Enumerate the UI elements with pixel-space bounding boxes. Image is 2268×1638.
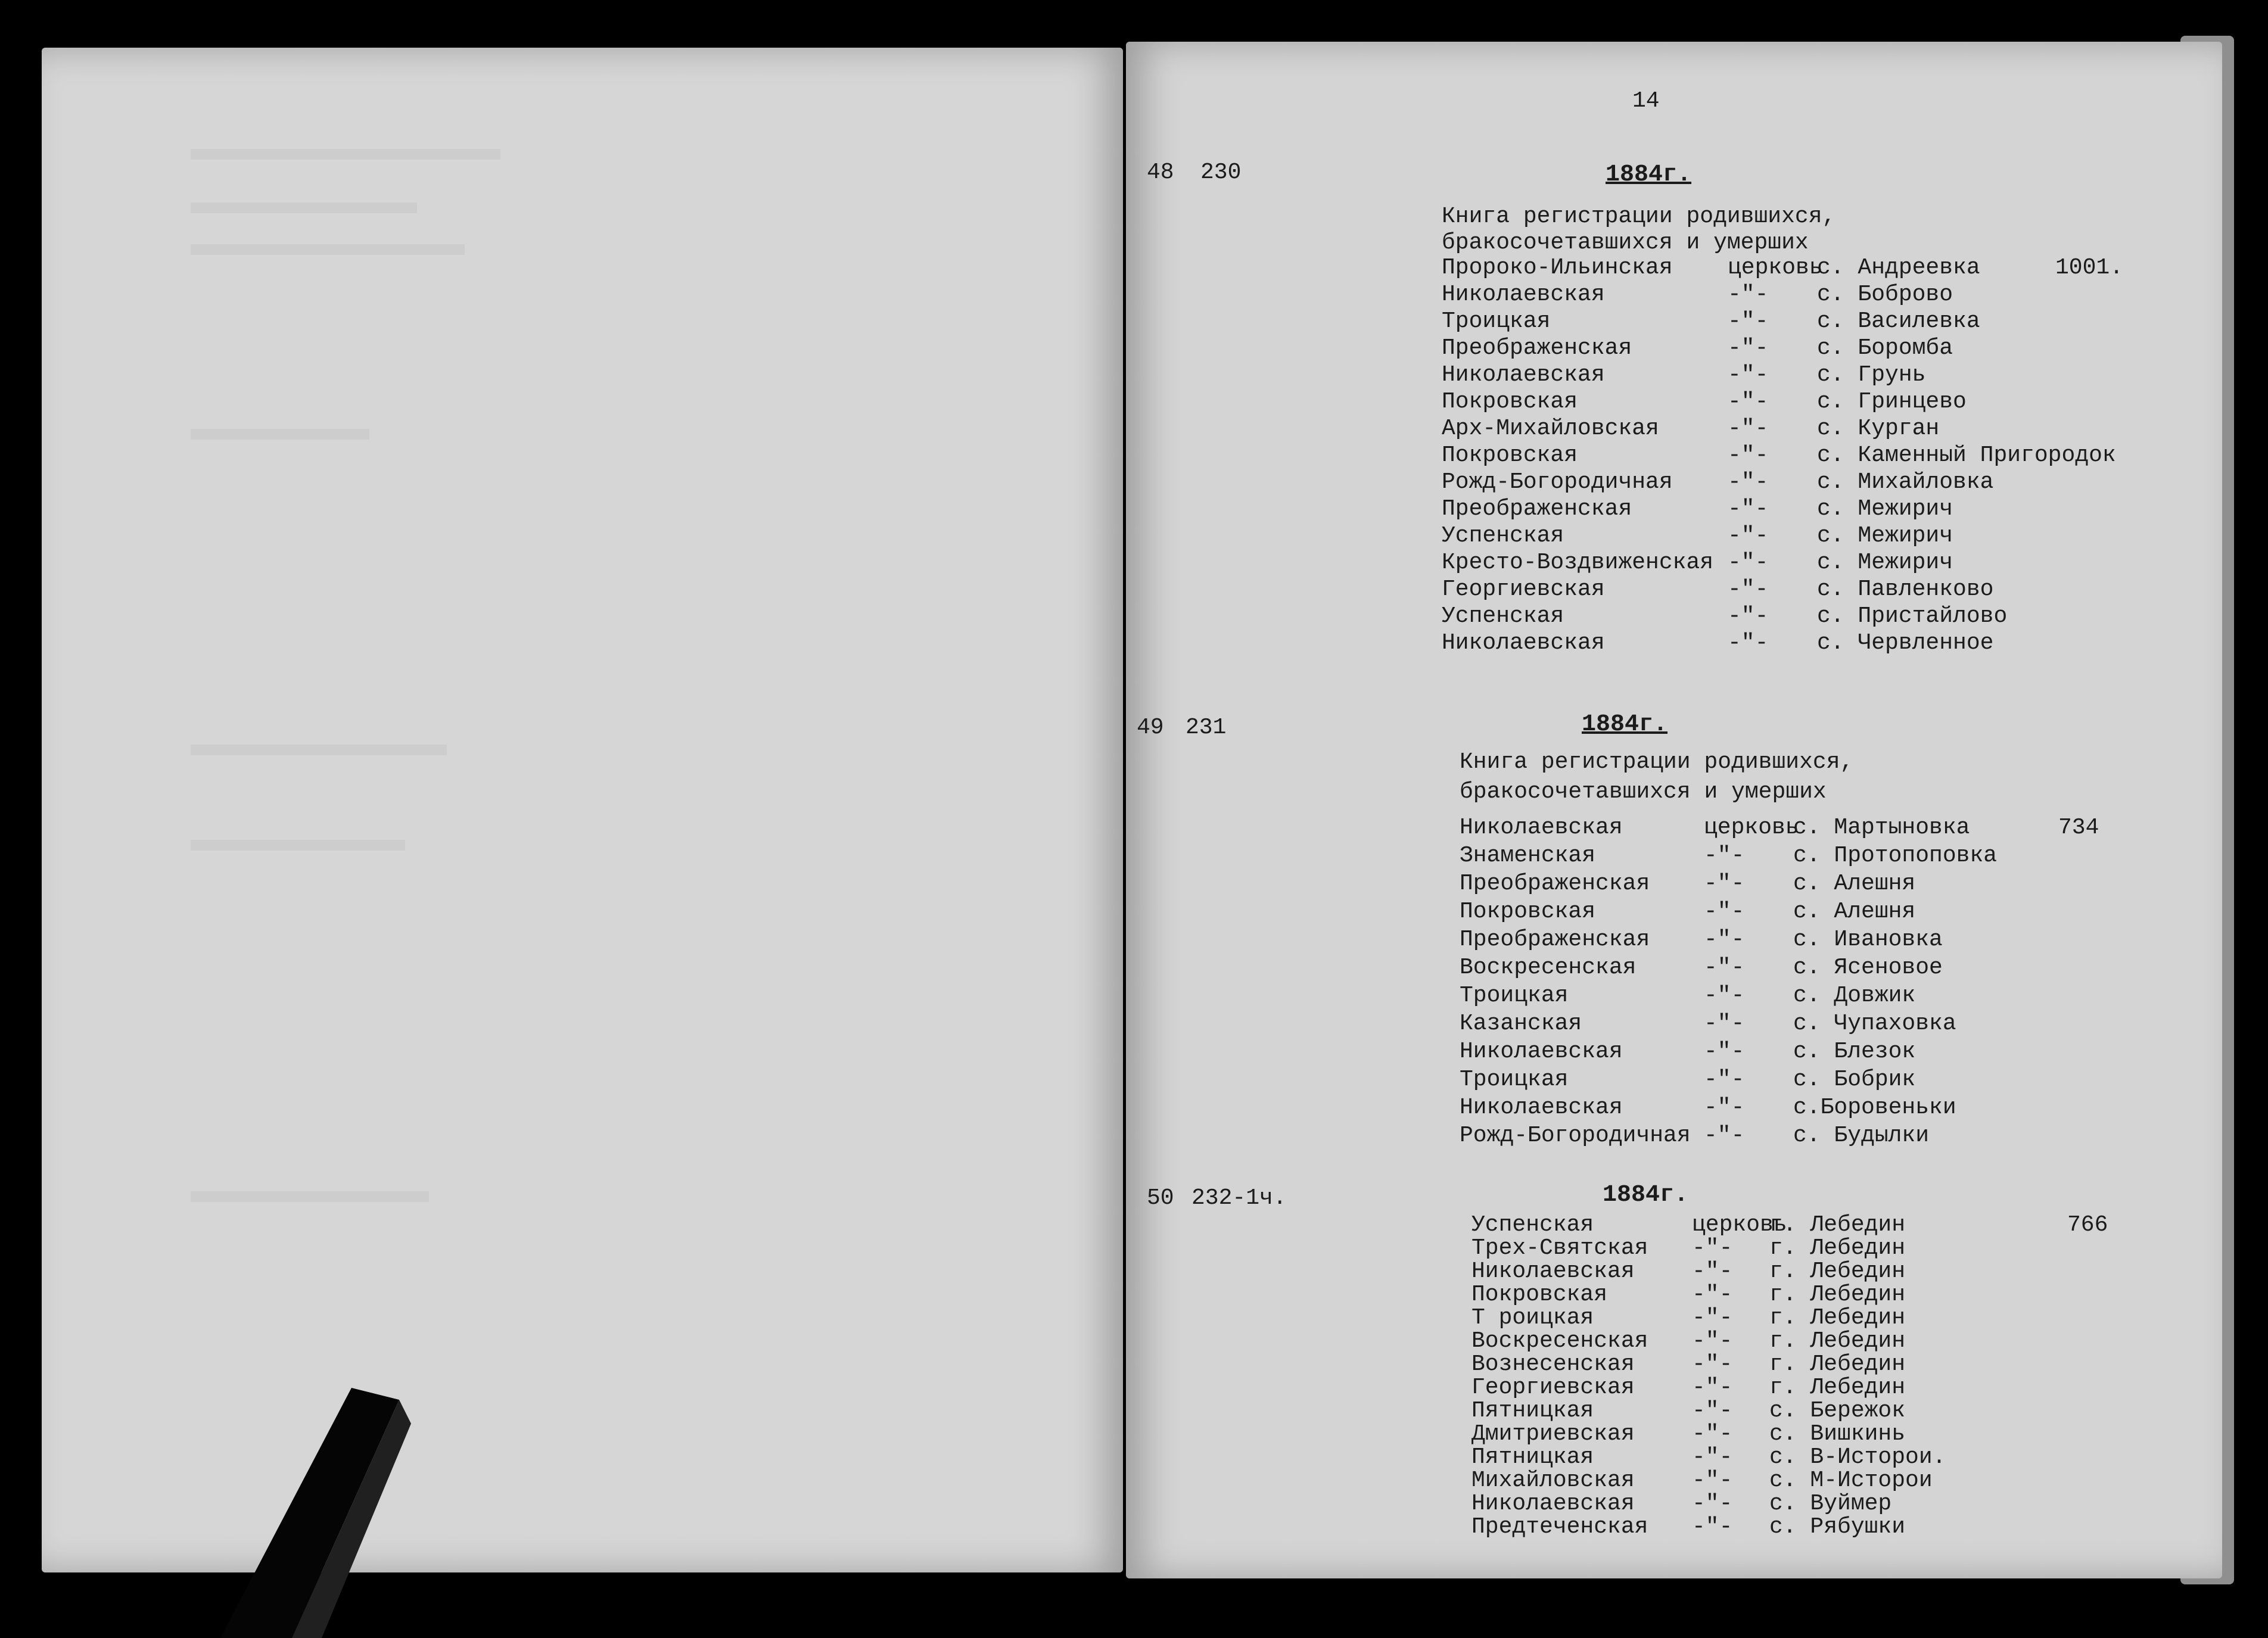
place-name: г. Лебедин (1769, 1375, 1906, 1400)
church-type: -"- (1704, 1039, 1745, 1064)
church-type: -"- (1704, 955, 1745, 980)
church-type: -"- (1728, 550, 1769, 575)
church-type: -"- (1704, 843, 1745, 868)
bleed-through-text (191, 429, 369, 440)
church-name: Преображенская (1460, 927, 1650, 952)
church-type: -"- (1728, 416, 1769, 441)
church-name: Вознесенская (1471, 1351, 1635, 1377)
church-name: Знаменская (1460, 843, 1596, 868)
church-name: Рожд-Богородичная (1460, 1123, 1691, 1148)
place-name: г. Лебедин (1769, 1305, 1906, 1331)
place-name: с. Вишкинь (1769, 1421, 1906, 1447)
church-name: Троицкая (1442, 309, 1551, 334)
church-type: -"- (1728, 309, 1769, 334)
church-name: Николаевская (1471, 1259, 1635, 1284)
church-name: Воскресенская (1471, 1328, 1648, 1354)
left-page (42, 48, 1123, 1572)
church-type: -"- (1704, 1067, 1745, 1092)
church-type: -"- (1728, 282, 1769, 307)
church-type: -"- (1704, 927, 1745, 952)
church-name: Николаевская (1442, 630, 1605, 656)
church-type: -"- (1704, 983, 1745, 1008)
church-name: Рожд-Богородичная (1442, 469, 1673, 495)
church-name: Успенская (1442, 523, 1564, 549)
church-type: -"- (1728, 335, 1769, 361)
place-name: с. Червленное (1817, 630, 1994, 656)
place-name: с. Грунь (1817, 362, 1926, 388)
church-name: Николаевская (1442, 282, 1605, 307)
church-type: церковь (1704, 815, 1799, 840)
archive-marker-left: 49 (1137, 715, 1164, 740)
church-type: -"- (1728, 469, 1769, 495)
church-type: -"- (1728, 603, 1769, 629)
place-name: с. Курган (1817, 416, 1940, 441)
bleed-through-text (191, 244, 465, 255)
church-name: Преображенская (1442, 335, 1632, 361)
church-type: -"- (1692, 1468, 1733, 1493)
church-type: -"- (1692, 1375, 1733, 1400)
church-name: Дмитриевская (1471, 1421, 1635, 1447)
church-type: -"- (1704, 1095, 1745, 1120)
church-type: -"- (1704, 899, 1745, 924)
church-name: Казанская (1460, 1011, 1582, 1036)
place-name: с.Боровеньки (1793, 1095, 1956, 1120)
church-type: церковь (1728, 255, 1823, 281)
church-name: Пятницкая (1471, 1398, 1594, 1424)
church-type: -"- (1704, 1011, 1745, 1036)
place-name: г. Лебедин (1769, 1282, 1906, 1307)
church-name: Покровская (1471, 1282, 1608, 1307)
place-name: с. Вуймер (1769, 1491, 1892, 1516)
church-type: -"- (1728, 523, 1769, 549)
church-name: Успенская (1471, 1212, 1594, 1238)
church-type: -"- (1704, 871, 1745, 896)
church-name: Кресто-Воздвиженская (1442, 550, 1714, 575)
church-type: -"- (1692, 1421, 1733, 1447)
place-name: с. М-Исторои (1769, 1468, 1933, 1493)
place-name: с. Рябушки (1769, 1514, 1906, 1540)
church-type: -"- (1692, 1514, 1733, 1540)
archive-marker-right: 231 (1186, 715, 1227, 740)
church-type: -"- (1692, 1282, 1733, 1307)
church-type: -"- (1692, 1398, 1733, 1424)
church-name: Преображенская (1442, 496, 1632, 522)
place-name: с. Боромба (1817, 335, 1953, 361)
church-type: -"- (1692, 1328, 1733, 1354)
section-year: 1884г. (1606, 161, 1692, 188)
church-name: Покровская (1442, 443, 1578, 468)
church-name: Георгиевская (1471, 1375, 1635, 1400)
church-name: Т роицкая (1471, 1305, 1594, 1331)
church-name: Николаевская (1471, 1491, 1635, 1516)
church-type: -"- (1692, 1444, 1733, 1470)
bleed-through-text (191, 745, 447, 755)
place-name: с. Алешня (1793, 899, 1916, 924)
place-name: с. Чупаховка (1793, 1011, 1956, 1036)
archive-marker-left: 50 (1147, 1185, 1174, 1211)
church-name: Предтеченская (1471, 1514, 1648, 1540)
record-count: 734 (2058, 815, 2099, 840)
place-name: с. Василевка (1817, 309, 1980, 334)
place-name: с. Межирич (1817, 496, 1953, 522)
archive-marker-right: 230 (1200, 160, 1242, 185)
church-type: -"- (1728, 630, 1769, 656)
church-name: Николаевская (1460, 815, 1623, 840)
bleed-through-text (191, 149, 500, 160)
place-name: с. Межирич (1817, 523, 1953, 549)
register-title-line2: бракосочетавшихся и умерших (1460, 779, 1827, 805)
church-type: -"- (1728, 443, 1769, 468)
place-name: с. Михайловка (1817, 469, 1994, 495)
place-name: с. Ивановка (1793, 927, 1943, 952)
church-name: Николаевская (1442, 362, 1605, 388)
church-name: Троицкая (1460, 1067, 1569, 1092)
archive-marker-left: 48 (1147, 160, 1174, 185)
register-title-line1: Книга регистрации родившихся, (1460, 749, 1854, 775)
place-name: г. Лебедин (1769, 1328, 1906, 1354)
section-year: 1884г. (1603, 1182, 1689, 1209)
register-title-line2: бракосочетавшихся и умерших (1442, 230, 1809, 256)
church-type: -"- (1692, 1491, 1733, 1516)
place-name: г. Лебедин (1769, 1259, 1906, 1284)
place-name: с. Бобрик (1793, 1067, 1916, 1092)
church-type: -"- (1728, 362, 1769, 388)
record-count: 1001. (2055, 255, 2124, 281)
place-name: с. Блезок (1793, 1039, 1916, 1064)
church-name: Георгиевская (1442, 577, 1605, 602)
place-name: с. Боброво (1817, 282, 1953, 307)
place-name: с. Довжик (1793, 983, 1916, 1008)
place-name: с. Бережок (1769, 1398, 1906, 1424)
church-name: Успенская (1442, 603, 1564, 629)
church-type: -"- (1728, 496, 1769, 522)
church-type: церковь (1692, 1212, 1787, 1238)
place-name: г. Лебедин (1769, 1212, 1906, 1238)
bookmark-ribbon (220, 1388, 411, 1638)
section-year: 1884г. (1582, 711, 1668, 738)
church-type: -"- (1704, 1123, 1745, 1148)
place-name: с. В-Исторои. (1769, 1444, 1946, 1470)
register-title-line1: Книга регистрации родившихся, (1442, 204, 1836, 229)
bleed-through-text (191, 840, 405, 851)
church-name: Николаевская (1460, 1039, 1623, 1064)
church-name: Трех-Святская (1471, 1235, 1648, 1261)
place-name: с. Межирич (1817, 550, 1953, 575)
church-name: Николаевская (1460, 1095, 1623, 1120)
place-name: с. Будылки (1793, 1123, 1930, 1148)
place-name: с. Каменный Пригородок (1817, 443, 2116, 468)
place-name: с. Алешня (1793, 871, 1916, 896)
place-name: г. Лебедин (1769, 1235, 1906, 1261)
church-name: Преображенская (1460, 871, 1650, 896)
church-type: -"- (1692, 1351, 1733, 1377)
church-name: Михайловская (1471, 1468, 1635, 1493)
church-name: Арх-Михайловская (1442, 416, 1659, 441)
church-name: Троицкая (1460, 983, 1569, 1008)
church-type: -"- (1728, 577, 1769, 602)
church-name: Воскресенская (1460, 955, 1637, 980)
archive-marker-right: 232-1ч. (1191, 1185, 1287, 1211)
place-name: с. Мартыновка (1793, 815, 1970, 840)
place-name: с. Протопоповка (1793, 843, 1998, 868)
bleed-through-text (191, 203, 417, 213)
church-name: Пророко-Ильинская (1442, 255, 1673, 281)
place-name: с. Павленково (1817, 577, 1994, 602)
place-name: с. Ясеновое (1793, 955, 1943, 980)
page-number: 14 (1632, 88, 1660, 114)
place-name: с. Пристайлово (1817, 603, 2008, 629)
church-name: Покровская (1460, 899, 1596, 924)
church-type: -"- (1692, 1259, 1733, 1284)
place-name: с. Гринцево (1817, 389, 1967, 415)
church-type: -"- (1692, 1305, 1733, 1331)
church-type: -"- (1728, 389, 1769, 415)
place-name: г. Лебедин (1769, 1351, 1906, 1377)
record-count: 766 (2067, 1212, 2108, 1238)
church-name: Покровская (1442, 389, 1578, 415)
place-name: с. Андреевка (1817, 255, 1980, 281)
bleed-through-text (191, 1191, 429, 1202)
church-type: -"- (1692, 1235, 1733, 1261)
church-name: Пятницкая (1471, 1444, 1594, 1470)
